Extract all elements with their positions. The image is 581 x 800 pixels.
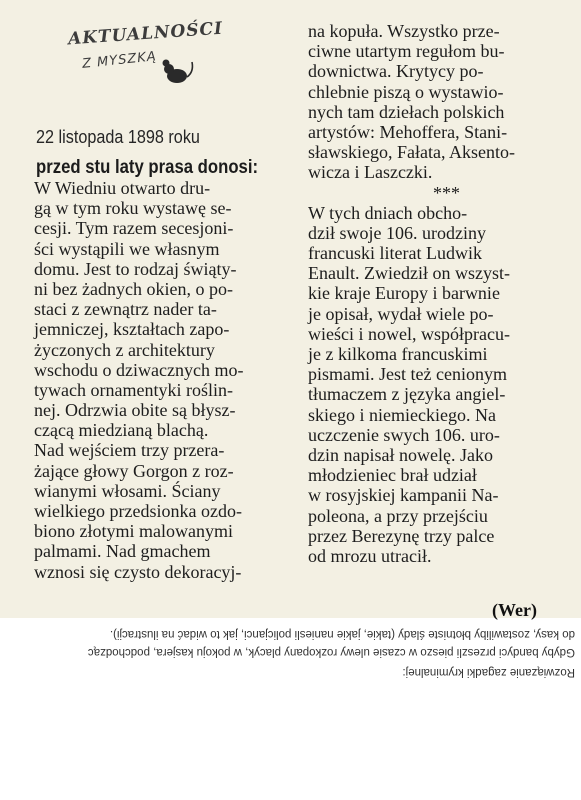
right-column	[308, 21, 515, 566]
article-text-line: nej. Odrzwia obite są błysz-	[34, 400, 236, 421]
puzzle-answer	[0, 618, 581, 684]
article-text-line: palmami. Nad gmachem	[34, 541, 211, 562]
article-text-line: wznosi się czysto dekoracyj-	[34, 561, 242, 582]
article-text-line: tywach ornamentyki roślin-	[34, 379, 233, 400]
article-heading: przed stu laty prasa donosi:	[36, 157, 259, 178]
article-text-line: gą w tym roku wystawę se-	[34, 198, 232, 219]
logo-subtitle: Z MYSZKĄ	[81, 49, 158, 72]
article-text-line: dził swoje 106. urodziny	[308, 222, 486, 243]
article-text-line: na kopuła. Wszystko prze-	[308, 21, 500, 41]
article-text-line: dzin napisał nowelę. Jako	[308, 444, 493, 465]
article-text-line: skiego i niemieckiego. Na	[308, 404, 496, 425]
article-text-line: ***	[432, 182, 460, 203]
article-text-line: domu. Jest to rodzaj świąty-	[34, 258, 237, 279]
article-text-line: wielkiego przedsionka ozdo-	[34, 501, 242, 521]
article-text-line: chlebnie piszą o wystawio-	[308, 81, 504, 102]
article-signature: (Wer)	[492, 600, 537, 620]
article-text-line: francuski literat Ludwik	[308, 243, 482, 264]
article-text-line: poleona, a przy przejściu	[308, 505, 488, 526]
mouse-icon	[160, 52, 196, 88]
article-text-line: Nad wejściem trzy przera-	[34, 440, 225, 461]
article-text-line: ni bez żadnych okien, o po-	[34, 278, 233, 299]
article-text-line: uczczenie swych 106. uro-	[308, 424, 500, 445]
article-text-line: wicza i Laszczki.	[308, 162, 433, 183]
article-text-line: cesji. Tym razem secesjoni-	[34, 218, 234, 239]
article-text-line: przez Berezynę trzy palce	[308, 525, 495, 546]
article-text-line: ciwne utartym regułom bu-	[308, 41, 505, 62]
article-text-line: w rosyjskiej kampanii Na-	[308, 485, 499, 506]
article-text-line: Enault. Zwiedził on wszyst-	[308, 263, 510, 284]
article-text-line: jemniczej, kształtach zapo-	[34, 319, 230, 340]
logo-title: AKTUALNOŚCI	[67, 18, 224, 50]
article-text-line: W tych dniach obcho-	[308, 202, 468, 223]
article-text-line: nych tam dziełach polskich	[308, 101, 505, 122]
article-text-line: kie kraje Europy i barwnie	[308, 283, 500, 304]
article-text-line: je opisał, wydał wiele po-	[308, 303, 494, 324]
puzzle-answer-title: Rozwiązanie zagadki kryminalnej:	[402, 666, 575, 678]
puzzle-answer-line: Gdyby bandyci przeszli pieszo w czasie ulewy rozkopany placyk, w pokoju kasjera, podchodząc	[87, 646, 575, 658]
article-text-line: wianymi włosami. Ściany	[34, 480, 221, 501]
article-text-line: sławskiego, Fałata, Aksento-	[308, 142, 515, 163]
section-logo	[52, 18, 224, 88]
left-column	[34, 178, 243, 582]
article-text-line: downictwa. Krytycy po-	[308, 61, 484, 82]
article-text-line: pismami. Jest też cenionym	[308, 364, 507, 385]
article-text-line: je z kilkoma francuskimi	[308, 344, 488, 364]
article-text-line: ści wystąpili we własnym	[34, 238, 220, 259]
article-text-line: tłumaczem z języka angiel-	[308, 384, 506, 405]
article-text-line: staci z zewnątrz nader ta-	[34, 299, 217, 320]
article-text-line: W Wiedniu otwarto dru-	[34, 178, 211, 198]
article-text-line: biono złotymi malowanymi	[34, 521, 233, 542]
puzzle-answer-line: do kasy, zostawiliby błotniste ślady (takie, jakie naniesli policjanci, jak to widać na ilustracji).	[109, 628, 575, 640]
article-text-line: młodzieniec brał udział	[308, 465, 477, 486]
article-text-line: artystów: Mehoffera, Stani-	[308, 121, 508, 142]
article-date: 22 listopada 1898 roku	[36, 127, 200, 147]
article-text-line: od mrozu utracił.	[308, 545, 432, 566]
article-text-line: życzonych z architektury	[34, 339, 215, 360]
article-text-line: czącą miedzianą blachą.	[34, 420, 209, 441]
article-text-line: wieści i nowel, współpracu-	[308, 323, 510, 344]
article-text-line: wschodu o dziwacznych mo-	[34, 359, 244, 380]
article-text-line: żające głowy Gorgon z roz-	[34, 460, 234, 481]
